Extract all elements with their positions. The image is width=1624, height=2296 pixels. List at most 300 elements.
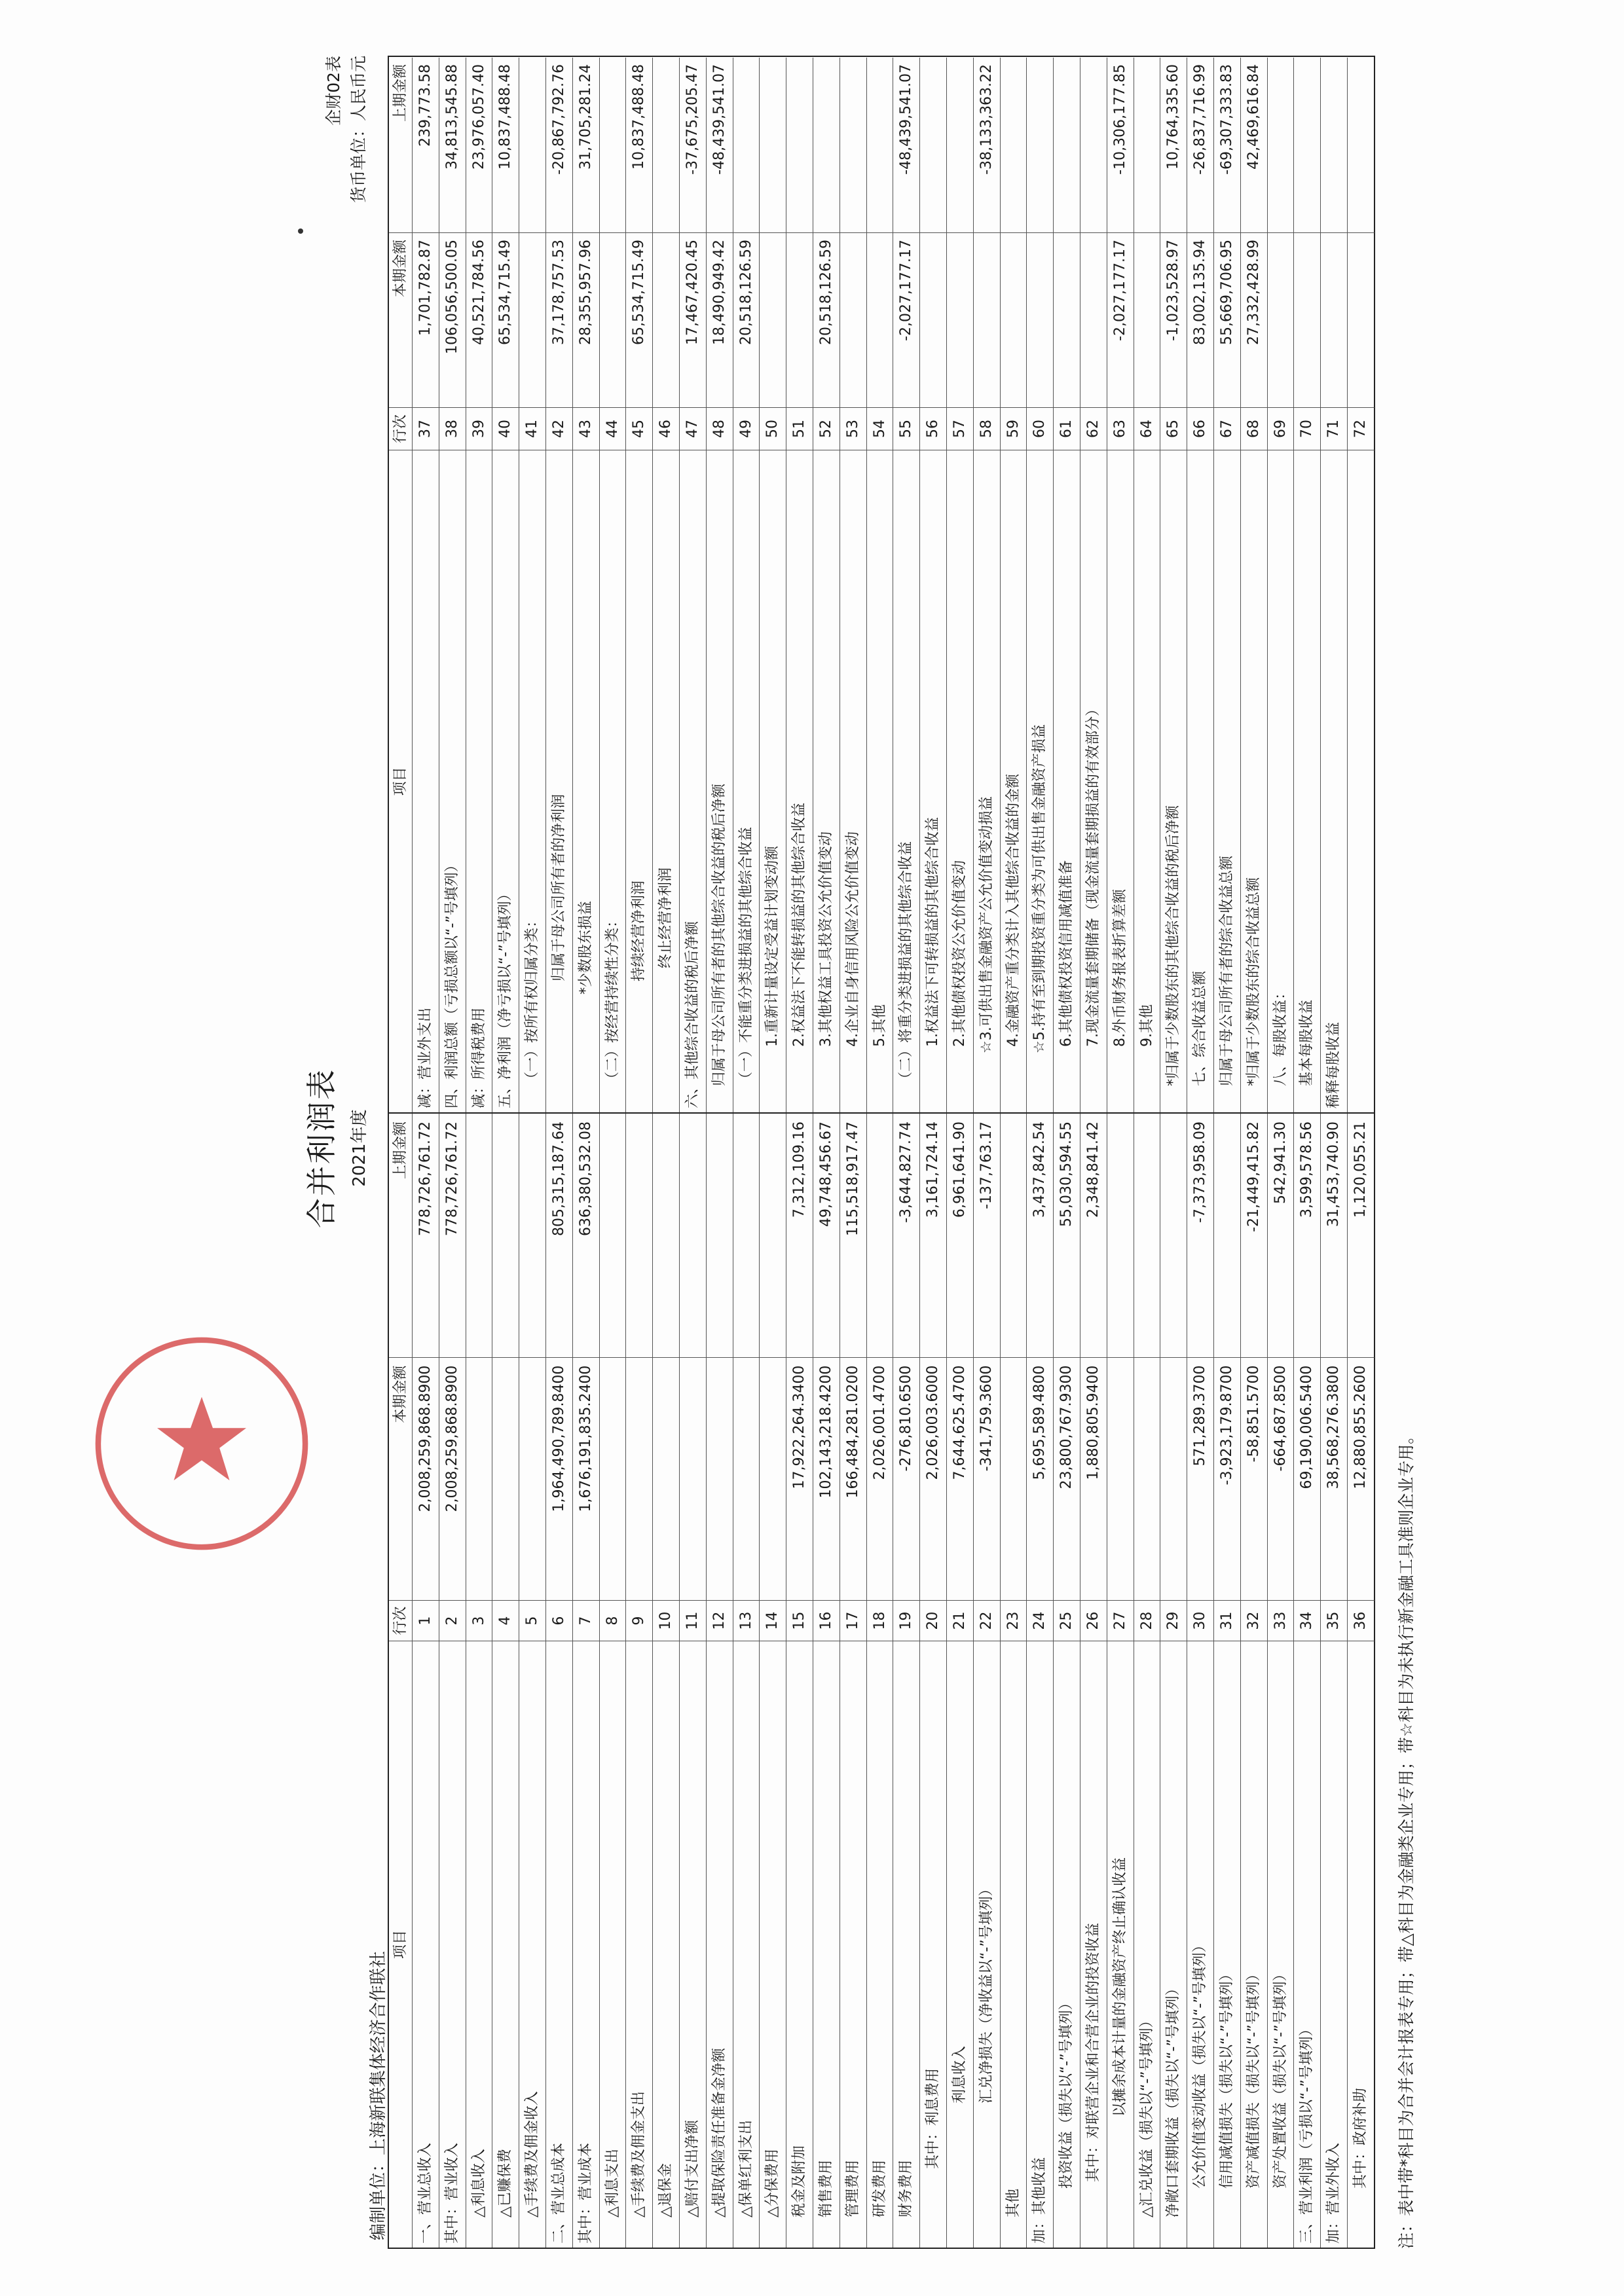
- table-row: [893, 58, 920, 1112]
- row-line: 30: [1187, 1600, 1213, 1641]
- row-line: 36: [1348, 1600, 1375, 1641]
- row-item: 归属于母公司所有者的其他综合收益的税后净额: [707, 450, 733, 1112]
- row-prior: [1001, 58, 1027, 232]
- table-row: [466, 1114, 493, 2248]
- row-item: △退保金: [653, 1641, 679, 2248]
- row-item: 8.外币财务报表折算差额: [1107, 450, 1134, 1112]
- table-row: [707, 58, 733, 1112]
- row-prior: [626, 1114, 652, 1357]
- row-line: 69: [1268, 407, 1294, 450]
- row-line: 25: [1054, 1600, 1080, 1641]
- row-current: [1321, 232, 1347, 407]
- table-row: [653, 1114, 680, 2248]
- table-row: [546, 58, 573, 1112]
- row-current: [600, 1357, 626, 1601]
- row-current: 83,002,135.94: [1187, 232, 1213, 407]
- row-prior: 3,437,842.54: [1031, 1121, 1048, 1218]
- row-current: [1348, 232, 1375, 407]
- row-current: 69,190,006.5400: [1294, 1357, 1320, 1601]
- row-prior: -10,306,177.85: [1111, 64, 1128, 175]
- row-item: ☆5.持有至到期投资重分类为可供出售金融资产损益: [1027, 450, 1053, 1112]
- row-item: 持续经营净利润: [626, 450, 652, 1112]
- table-row: [733, 1114, 760, 2248]
- row-line: 53: [840, 407, 866, 450]
- row-item: 归属于母公司所有者的综合收益总额: [1214, 450, 1240, 1112]
- row-item: 二、营业总成本: [546, 1641, 572, 2248]
- seal-star: [157, 1397, 246, 1481]
- row-current: [1107, 1357, 1134, 1601]
- row-prior: [867, 1114, 893, 1357]
- row-current: 28,355,957.96: [573, 232, 599, 407]
- row-prior: 115,518,917.47: [844, 1121, 861, 1236]
- table-row: [626, 58, 653, 1112]
- row-item: *归属于少数股东的其他综合收益的税后净额: [1160, 450, 1187, 1112]
- row-current: [1054, 232, 1080, 407]
- row-item: 五、净利润（净亏损以“-”号填列）: [492, 450, 519, 1112]
- row-current: [1134, 1357, 1160, 1601]
- row-item: 归属于母公司所有者的净利润: [546, 450, 572, 1112]
- row-item: 减：营业外支出: [413, 450, 439, 1112]
- row-current: [1134, 232, 1160, 407]
- row-line: 67: [1214, 407, 1240, 450]
- row-prior: [1054, 58, 1080, 232]
- table-row: [760, 1114, 786, 2248]
- row-line: 38: [439, 407, 466, 450]
- row-current: 65,534,715.49: [492, 232, 519, 407]
- row-item: 四、利润总额（亏损总额以“-”号填列）: [439, 450, 466, 1112]
- row-line: 60: [1027, 407, 1053, 450]
- row-line: 33: [1268, 1600, 1294, 1641]
- row-item: 7.现金流量套期储备（现金流量套期损益的有效部分）: [1080, 450, 1107, 1112]
- row-line: 18: [867, 1600, 893, 1641]
- table-row: [813, 58, 840, 1112]
- row-current: [600, 232, 626, 407]
- table-row: [1054, 58, 1080, 1112]
- row-item: 投资收益（损失以“-”号填列）: [1054, 1641, 1080, 2248]
- row-prior: [600, 58, 626, 232]
- row-line: 64: [1134, 407, 1160, 450]
- row-prior: [840, 58, 866, 232]
- row-item: 4.金融资产重分类计入其他综合收益的金额: [1001, 450, 1027, 1112]
- row-current: 571,289.3700: [1187, 1357, 1213, 1601]
- row-item: △利息收入: [466, 1641, 492, 2248]
- row-current: 17,467,420.45: [680, 232, 706, 407]
- row-line: 72: [1348, 407, 1375, 450]
- table-row: [413, 58, 439, 1112]
- row-prior: [733, 1114, 760, 1357]
- row-line: 62: [1080, 407, 1107, 450]
- row-prior: [1134, 58, 1160, 232]
- row-line: 49: [733, 407, 760, 450]
- row-line: 50: [760, 407, 786, 450]
- table-row: [519, 1114, 546, 2248]
- row-prior: [653, 1114, 679, 1357]
- row-current: -2,027,177.17: [1107, 232, 1134, 407]
- row-item: 以摊余成本计量的金融资产终止确认收益: [1107, 1641, 1134, 2248]
- table-row: [1054, 1114, 1080, 2248]
- row-prior: [519, 1114, 545, 1357]
- row-current: -3,923,179.8700: [1214, 1357, 1240, 1601]
- row-line: 56: [920, 407, 946, 450]
- row-prior: [1107, 1114, 1134, 1357]
- row-line: 59: [1001, 407, 1027, 450]
- row-prior: [1348, 58, 1375, 232]
- row-item: 六、其他综合收益的税后净额: [680, 450, 706, 1112]
- row-prior: [707, 1114, 733, 1357]
- table-row: [1268, 58, 1295, 1112]
- row-line: 63: [1107, 407, 1134, 450]
- row-line: 57: [947, 407, 973, 450]
- row-line: 13: [733, 1600, 760, 1641]
- row-prior: -26,837,716.99: [1192, 64, 1209, 175]
- table-row: [974, 1114, 1001, 2248]
- table-row: [439, 58, 466, 1112]
- row-current: 38,568,276.3800: [1321, 1357, 1347, 1601]
- row-item: 财务费用: [893, 1641, 919, 2248]
- row-prior: 34,813,545.88: [443, 64, 460, 170]
- row-item: 加：营业外收入: [1321, 1641, 1347, 2248]
- row-item: 加：其他收益: [1027, 1641, 1053, 2248]
- row-prior: 31,453,740.90: [1325, 1121, 1342, 1227]
- income-statement-table: [388, 56, 1375, 2249]
- row-current: [733, 1357, 760, 1601]
- row-item: △手续费及佣金支出: [626, 1641, 652, 2248]
- row-line: 61: [1054, 407, 1080, 450]
- row-current: [920, 232, 946, 407]
- header-prior: 上期金额: [392, 64, 409, 122]
- row-line: 43: [573, 407, 599, 450]
- table-row: [1160, 1114, 1187, 2248]
- row-prior: [786, 58, 813, 232]
- row-current: 1,701,782.87: [413, 232, 439, 407]
- row-current: 1,880,805.9400: [1080, 1357, 1107, 1601]
- table-header-row: [389, 58, 413, 1112]
- row-item: 一、营业总收入: [413, 1641, 439, 2248]
- table-row: [1107, 58, 1134, 1112]
- row-item: 3.其他权益工具投资公允价值变动: [813, 450, 840, 1112]
- table-row: [786, 58, 813, 1112]
- row-current: [1001, 1357, 1027, 1601]
- row-line: 3: [466, 1600, 492, 1641]
- row-prior: -48,439,541.07: [710, 64, 728, 175]
- row-prior: 7,312,109.16: [791, 1121, 808, 1218]
- row-prior: 2,348,841.42: [1084, 1121, 1101, 1218]
- row-item: 1.权益法下可转损益的其他综合收益: [920, 450, 946, 1112]
- row-prior: [680, 1114, 706, 1357]
- row-prior: 55,030,594.55: [1058, 1121, 1075, 1227]
- row-prior: -37,675,205.47: [684, 64, 701, 175]
- table-row: [1080, 58, 1107, 1112]
- left-table-half: [389, 1112, 1374, 2248]
- row-item: △利息支出: [600, 1641, 626, 2248]
- row-item: ☆3.可供出售金融资产公允价值变动损益: [974, 450, 1000, 1112]
- table-row: [1321, 1114, 1348, 2248]
- row-current: -1,023,528.97: [1160, 232, 1187, 407]
- row-prior: 6,961,641.90: [951, 1121, 968, 1218]
- row-item: 其中：政府补助: [1348, 1641, 1375, 2248]
- row-prior: [1268, 58, 1294, 232]
- row-line: 29: [1160, 1600, 1187, 1641]
- row-current: 18,490,949.42: [707, 232, 733, 407]
- row-prior: -137,763.17: [978, 1121, 995, 1209]
- row-item: 管理费用: [840, 1641, 866, 2248]
- table-row: [1107, 1114, 1134, 2248]
- row-prior: -69,307,333.83: [1218, 64, 1235, 175]
- row-current: 20,518,126.59: [813, 232, 840, 407]
- right-table-half: [389, 58, 1374, 1112]
- header-prior: 上期金额: [392, 1121, 409, 1180]
- row-line: 4: [492, 1600, 519, 1641]
- row-prior: [1294, 58, 1320, 232]
- table-row: [920, 1114, 947, 2248]
- header-item: 项目: [389, 1641, 412, 2248]
- row-current: 166,484,281.0200: [840, 1357, 866, 1601]
- row-prior: [760, 1114, 786, 1357]
- row-current: 20,518,126.59: [733, 232, 760, 407]
- row-item: 减：所得税费用: [466, 450, 492, 1112]
- row-line: 66: [1187, 407, 1213, 450]
- row-line: 68: [1241, 407, 1267, 450]
- row-prior: 239,773.58: [417, 64, 434, 147]
- table-row: [733, 58, 760, 1112]
- row-current: -664,687.8500: [1268, 1357, 1294, 1601]
- row-line: 51: [786, 407, 813, 450]
- row-item: （一）按所有权归属分类：: [519, 450, 545, 1112]
- row-prior: [1027, 58, 1053, 232]
- row-line: 1: [413, 1600, 439, 1641]
- table-row: [947, 58, 974, 1112]
- row-line: 19: [893, 1600, 919, 1641]
- row-current: [653, 232, 679, 407]
- table-row: [680, 58, 707, 1112]
- row-item: 公允价值变动收益（损失以“-”号填列）: [1187, 1641, 1213, 2248]
- row-line: 5: [519, 1600, 545, 1641]
- table-row: [1241, 58, 1268, 1112]
- table-row: [1348, 58, 1375, 1112]
- row-prior: [653, 58, 679, 232]
- row-item: △汇兑收益（损失以“-”号填列）: [1134, 1641, 1160, 2248]
- row-line: 14: [760, 1600, 786, 1641]
- row-item: △提取保险责任准备金净额: [707, 1641, 733, 2248]
- table-row: [626, 1114, 653, 2248]
- row-current: 2,026,003.6000: [920, 1357, 946, 1601]
- row-line: 23: [1001, 1600, 1027, 1641]
- row-line: 2: [439, 1600, 466, 1641]
- row-line: 47: [680, 407, 706, 450]
- currency-unit: 货币单位：人民币元: [349, 56, 368, 204]
- table-row: [1348, 1114, 1375, 2248]
- row-item: 1.重新计量设定受益计划变动额: [760, 450, 786, 1112]
- row-current: [707, 1357, 733, 1601]
- row-item: △分保费用: [760, 1641, 786, 2248]
- row-current: [760, 1357, 786, 1601]
- table-header-row: [389, 1114, 413, 2248]
- row-current: [1080, 232, 1107, 407]
- row-line: 42: [546, 407, 572, 450]
- table-row: [573, 1114, 600, 2248]
- row-current: 40,521,784.56: [466, 232, 492, 407]
- row-prior: 23,976,057.40: [470, 64, 487, 170]
- table-row: [653, 58, 680, 1112]
- row-current: 23,800,767.9300: [1054, 1357, 1080, 1601]
- row-current: -2,027,177.17: [893, 232, 919, 407]
- table-row: [413, 1114, 439, 2248]
- row-current: 1,676,191,835.2400: [573, 1357, 599, 1601]
- row-prior: [519, 58, 545, 232]
- row-prior: [813, 58, 840, 232]
- table-row: [600, 1114, 627, 2248]
- row-prior: 10,837,488.48: [497, 64, 514, 170]
- row-line: 55: [893, 407, 919, 450]
- row-item: *归属于少数股东的综合收益总额: [1241, 450, 1267, 1112]
- row-item: 4.企业自身信用风险公允价值变动: [840, 450, 866, 1112]
- row-current: [1001, 232, 1027, 407]
- table-row: [840, 58, 867, 1112]
- form-number: 企财02表: [324, 56, 343, 126]
- table-row: [1027, 1114, 1054, 2248]
- row-item: （一）不能重分类进损益的其他综合收益: [733, 450, 760, 1112]
- row-prior: [867, 58, 893, 232]
- row-prior: 636,380,532.08: [577, 1121, 594, 1236]
- row-line: 54: [867, 407, 893, 450]
- row-line: 37: [413, 407, 439, 450]
- table-row: [1001, 58, 1027, 1112]
- row-prior: -38,133,363.22: [978, 64, 995, 175]
- row-line: 22: [974, 1600, 1000, 1641]
- header-current: 本期金额: [389, 232, 412, 407]
- row-current: 12,880,855.2600: [1348, 1357, 1375, 1601]
- row-line: 58: [974, 407, 1000, 450]
- row-item: （二）按经营持续性分类：: [600, 450, 626, 1112]
- row-line: 28: [1134, 1600, 1160, 1641]
- row-current: [1027, 232, 1053, 407]
- fiscal-year: 2021年度: [350, 1109, 369, 1187]
- left-table-body: [413, 1114, 1375, 2248]
- row-current: [786, 232, 813, 407]
- row-line: 41: [519, 407, 545, 450]
- table-row: [492, 1114, 519, 2248]
- row-current: [519, 1357, 545, 1601]
- row-line: 70: [1294, 407, 1320, 450]
- row-item: 三、营业利润（亏损以“-”号填列）: [1294, 1641, 1320, 2248]
- row-current: 27,332,428.99: [1241, 232, 1267, 407]
- row-prior: -7,373,958.09: [1192, 1121, 1209, 1223]
- row-item: 6.其他债权投资信用减值准备: [1054, 450, 1080, 1112]
- table-row: [1268, 1114, 1295, 2248]
- row-prior: [1001, 1114, 1027, 1357]
- row-current: [1294, 232, 1320, 407]
- row-prior: -20,867,792.76: [550, 64, 567, 175]
- row-current: [840, 232, 866, 407]
- row-current: 2,026,001.4700: [867, 1357, 893, 1601]
- row-item: （二）将重分类进损益的其他综合收益: [893, 450, 919, 1112]
- table-row: [492, 58, 519, 1112]
- row-current: -276,810.6500: [893, 1357, 919, 1601]
- row-line: 24: [1027, 1600, 1053, 1641]
- header-line: 行次: [389, 1600, 412, 1641]
- row-item: 9.其他: [1134, 450, 1160, 1112]
- row-prior: 10,764,335.60: [1165, 64, 1182, 170]
- row-current: 65,534,715.49: [626, 232, 652, 407]
- table-row: [920, 58, 947, 1112]
- row-item: 终止经营净利润: [653, 450, 679, 1112]
- row-line: 17: [840, 1600, 866, 1641]
- row-current: [680, 1357, 706, 1601]
- row-line: 65: [1160, 407, 1187, 450]
- row-prior: [1080, 58, 1107, 232]
- row-prior: [1214, 1114, 1240, 1357]
- row-item: 信用减值损失（损失以“-”号填列）: [1214, 1641, 1240, 2248]
- table-row: [867, 58, 894, 1112]
- table-row: [813, 1114, 840, 2248]
- row-item: 2.其他债权投资公允价值变动: [947, 450, 973, 1112]
- seal-graphic: [98, 1340, 305, 1547]
- row-line: 27: [1107, 1600, 1134, 1641]
- row-prior: [492, 1114, 519, 1357]
- row-line: 11: [680, 1600, 706, 1641]
- row-line: 34: [1294, 1600, 1320, 1641]
- row-current: -341,759.3600: [974, 1357, 1000, 1601]
- row-current: [653, 1357, 679, 1601]
- row-item: 其中：营业成本: [573, 1641, 599, 2248]
- row-prior: 542,941.30: [1272, 1121, 1289, 1204]
- row-item: 稀释每股收益: [1321, 450, 1347, 1112]
- row-line: 35: [1321, 1600, 1347, 1641]
- row-prior: 778,726,761.72: [417, 1121, 434, 1236]
- table-row: [1027, 58, 1054, 1112]
- table-row: [707, 1114, 733, 2248]
- row-item: 5.其他: [867, 450, 893, 1112]
- row-item: △赔付支出净额: [680, 1641, 706, 2248]
- row-item: △已赚保费: [492, 1641, 519, 2248]
- row-current: 106,056,500.05: [439, 232, 466, 407]
- row-current: 17,922,264.3400: [786, 1357, 813, 1601]
- row-prior: -3,644,827.74: [898, 1121, 915, 1223]
- table-row: [893, 1114, 920, 2248]
- row-item: 研发费用: [867, 1641, 893, 2248]
- table-row: [680, 1114, 707, 2248]
- row-item: [1348, 450, 1375, 1112]
- statement-title: 合并利润表: [304, 1068, 339, 1228]
- row-prior: 778,726,761.72: [443, 1121, 460, 1236]
- row-line: 48: [707, 407, 733, 450]
- row-line: 15: [786, 1600, 813, 1641]
- row-current: 7,644,625.4700: [947, 1357, 973, 1601]
- row-item: 其中：对联营企业和合营企业的投资收益: [1080, 1641, 1107, 2248]
- row-prior: 805,315,187.64: [550, 1121, 567, 1236]
- row-current: [1268, 232, 1294, 407]
- row-item: 汇兑净损失（净收益以“-”号填列）: [974, 1641, 1000, 2248]
- table-row: [760, 58, 786, 1112]
- row-item: 税金及附加: [786, 1641, 813, 2248]
- row-current: [947, 232, 973, 407]
- row-current: [867, 232, 893, 407]
- table-row: [1214, 1114, 1241, 2248]
- reporting-entity: 编制单位：上海新联集体经济合作联社: [369, 1950, 388, 2240]
- row-item: △保单红利支出: [733, 1641, 760, 2248]
- table-row: [1294, 58, 1321, 1112]
- row-prior: [947, 58, 973, 232]
- table-row: [573, 58, 600, 1112]
- table-row: [1214, 58, 1241, 1112]
- header-item: 项目: [389, 450, 412, 1112]
- row-prior: [1160, 1114, 1187, 1357]
- row-item: 销售费用: [813, 1641, 840, 2248]
- table-row: [974, 58, 1001, 1112]
- row-item: 其他: [1001, 1641, 1027, 2248]
- row-line: 31: [1214, 1600, 1240, 1641]
- table-row: [600, 58, 627, 1112]
